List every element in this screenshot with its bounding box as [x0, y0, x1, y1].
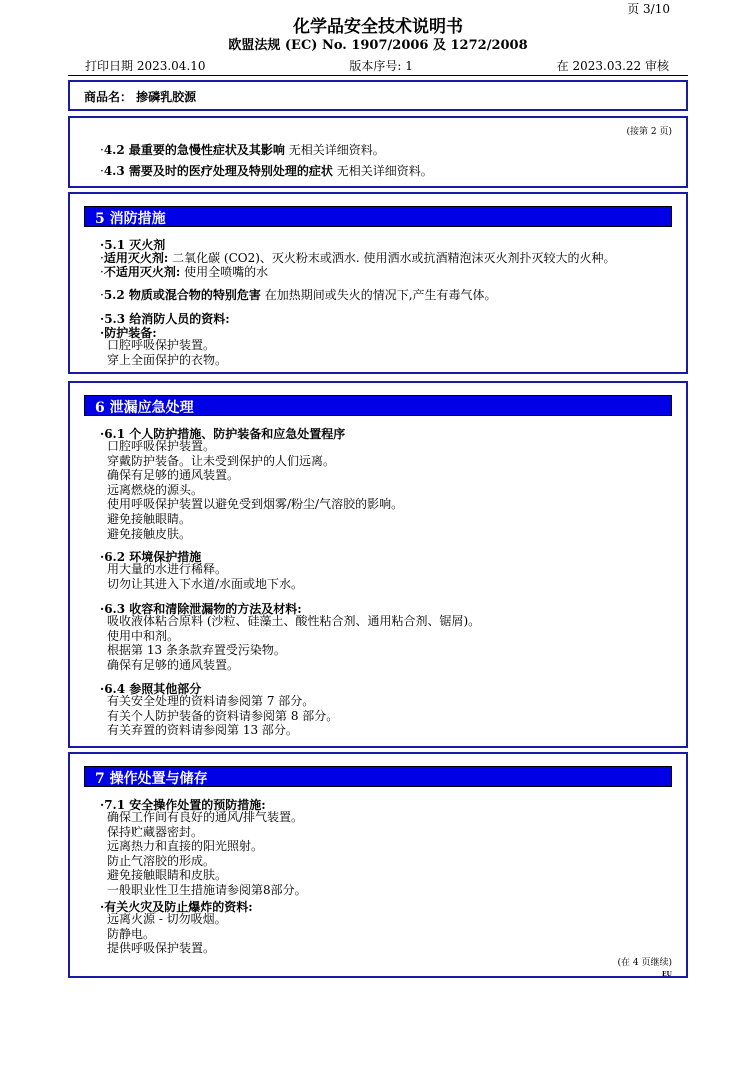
unsuitable-extinguishers: ·不适用灭火剂: 使用全喷嘴的水: [100, 265, 269, 279]
meta-row: [85, 57, 669, 74]
ppe-line: 穿上全面保护的衣物。: [107, 352, 228, 367]
text-line: 确保有足够的通风装置。: [107, 657, 240, 672]
item-4-2-heading: 4.2 最重要的急慢性症状及其影响: [103, 143, 285, 157]
eu-mark: EU: [662, 971, 672, 978]
text-line: 提供呼吸保护装置。: [107, 941, 216, 956]
section-6-header: [84, 395, 672, 416]
s6-2-heading: ·6.2 环境保护措施: [100, 550, 202, 564]
s5-1-heading: ·5.1 灭火剂: [100, 238, 166, 252]
s6-3-lines: [107, 614, 480, 672]
item-4-3-text: 无相关详细资料。: [336, 164, 433, 178]
fire-explosion-heading: ·有关火灾及防止爆炸的资料:: [100, 900, 253, 914]
section-6-title: 6 泄漏应急处理: [95, 400, 194, 416]
item-4-2: ·4.2 最重要的急慢性症状及其影响 无相关详细资料。: [100, 143, 385, 157]
s6-1-lines: [107, 439, 403, 541]
print-date: 打印日期 2023.04.10: [85, 59, 206, 73]
section-5-header: [84, 206, 672, 227]
s7-1-heading: ·7.1 安全操作处置的预防措施:: [100, 798, 266, 812]
text-line: 根据第 13 条条款弃置受污染物。: [107, 643, 286, 658]
text-line: 有关个人防护装备的资料请参阅第 8 部分。: [107, 708, 339, 723]
text-line: 一般职业性卫生措施请参阅第8部分。: [107, 882, 307, 897]
text-line: 防静电。: [107, 926, 156, 941]
text-line: 有关弃置的资料请参阅第 13 部分。: [107, 723, 298, 738]
continued-on-note: (在 4 页继续): [617, 958, 672, 968]
section4-continuation: [68, 116, 688, 188]
continued-from-note: (接第 2 页): [626, 127, 672, 137]
text-line: 远离燃烧的源头。: [107, 482, 204, 497]
s6-4-lines: [107, 694, 338, 738]
text-line: 切勿让其进入下水道/水面或地下水。: [107, 576, 304, 591]
text-line: 有关安全处理的资料请参阅第 7 部分。: [107, 694, 315, 708]
document-title: 化学品安全技术说明书: [293, 17, 463, 37]
s7-1-lines: [107, 810, 307, 898]
section-7-header: [84, 766, 672, 787]
s6-3-heading: ·6.3 收容和清除泄漏物的方法及材料:: [100, 602, 302, 616]
s5-3-heading: ·5.3 给消防人员的资料:: [100, 312, 230, 326]
text-line: 避免接触眼睛。: [107, 511, 192, 526]
item-4-3: ·4.3 需要及时的医疗处理及特别处理的症状 无相关详细资料。: [100, 164, 433, 178]
section-7: [68, 752, 688, 978]
text-line: 口腔呼吸保护装置。: [107, 439, 216, 453]
text-line: 确保工作间有良好的通风/排气装置。: [107, 810, 304, 824]
text-line: 使用呼吸保护装置以避免受到烟雾/粉尘/气溶胶的影响。: [107, 497, 404, 512]
product-name-box: [68, 80, 688, 111]
item-4-3-heading: 4.3 需要及时的医疗处理及特别处理的症状: [103, 164, 333, 178]
text-line: 使用中和剂。: [107, 628, 180, 643]
ppe-heading: ·防护装备:: [100, 326, 157, 340]
version-number: 版本序号: 1: [349, 59, 413, 73]
ppe-line: 口腔呼吸保护装置。: [107, 338, 216, 352]
document-subtitle: 欧盟法规 (EC) No. 1907/2006 及 1272/2008: [228, 38, 528, 53]
review-date: 在 2023.03.22 审核: [556, 59, 669, 73]
text-line: 用大量的水进行稀释。: [107, 562, 228, 576]
section-6: [68, 381, 688, 748]
s6-1-heading: ·6.1 个人防护措施、防护装备和应急处置程序: [100, 427, 346, 441]
text-line: 避免接触皮肤。: [107, 526, 192, 541]
text-line: 穿戴防护装备。让未受到保护的人们远离。: [107, 453, 336, 468]
page-number: 页 3/10: [627, 2, 670, 16]
item-4-2-text: 无相关详细资料。: [288, 143, 385, 157]
text-line: 吸收液体粘合原料 (沙粒、硅藻土、酸性粘合剂、通用粘合剂、锯屑)。: [107, 614, 481, 628]
text-line: 确保有足够的通风装置。: [107, 468, 240, 483]
section-7-title: 7 操作处置与储存: [95, 771, 208, 787]
s6-2-lines: [107, 562, 303, 591]
ppe-lines: [107, 338, 227, 367]
section-5-title: 5 消防措施: [95, 211, 166, 227]
s6-4-heading: ·6.4 参照其他部分: [100, 682, 202, 696]
text-line: 保持贮藏器密封。: [107, 824, 204, 839]
fire-explosion-lines: [107, 912, 227, 956]
text-line: 防止气溶胶的形成。: [107, 853, 216, 868]
text-line: 远离热力和直接的阳光照射。: [107, 839, 264, 854]
suitable-extinguishers: ·适用灭火剂: 二氧化碳 (CO2)、灭火粉末或洒水. 使用洒水或抗酒精泡沫灭火剂扑灭较大的火种。: [100, 251, 616, 265]
s5-2-hazards: ·5.2 物质或混合物的特别危害 在加热期间或失火的情况下,产生有毒气体。: [100, 288, 497, 302]
text-line: 避免接触眼睛和皮肤。: [107, 868, 228, 883]
product-name: 商品名： 掺磷乳胶源: [84, 90, 197, 104]
text-line: 远离火源 - 切勿吸烟。: [107, 912, 227, 926]
section-5: [68, 192, 688, 374]
header-divider: [68, 75, 688, 76]
